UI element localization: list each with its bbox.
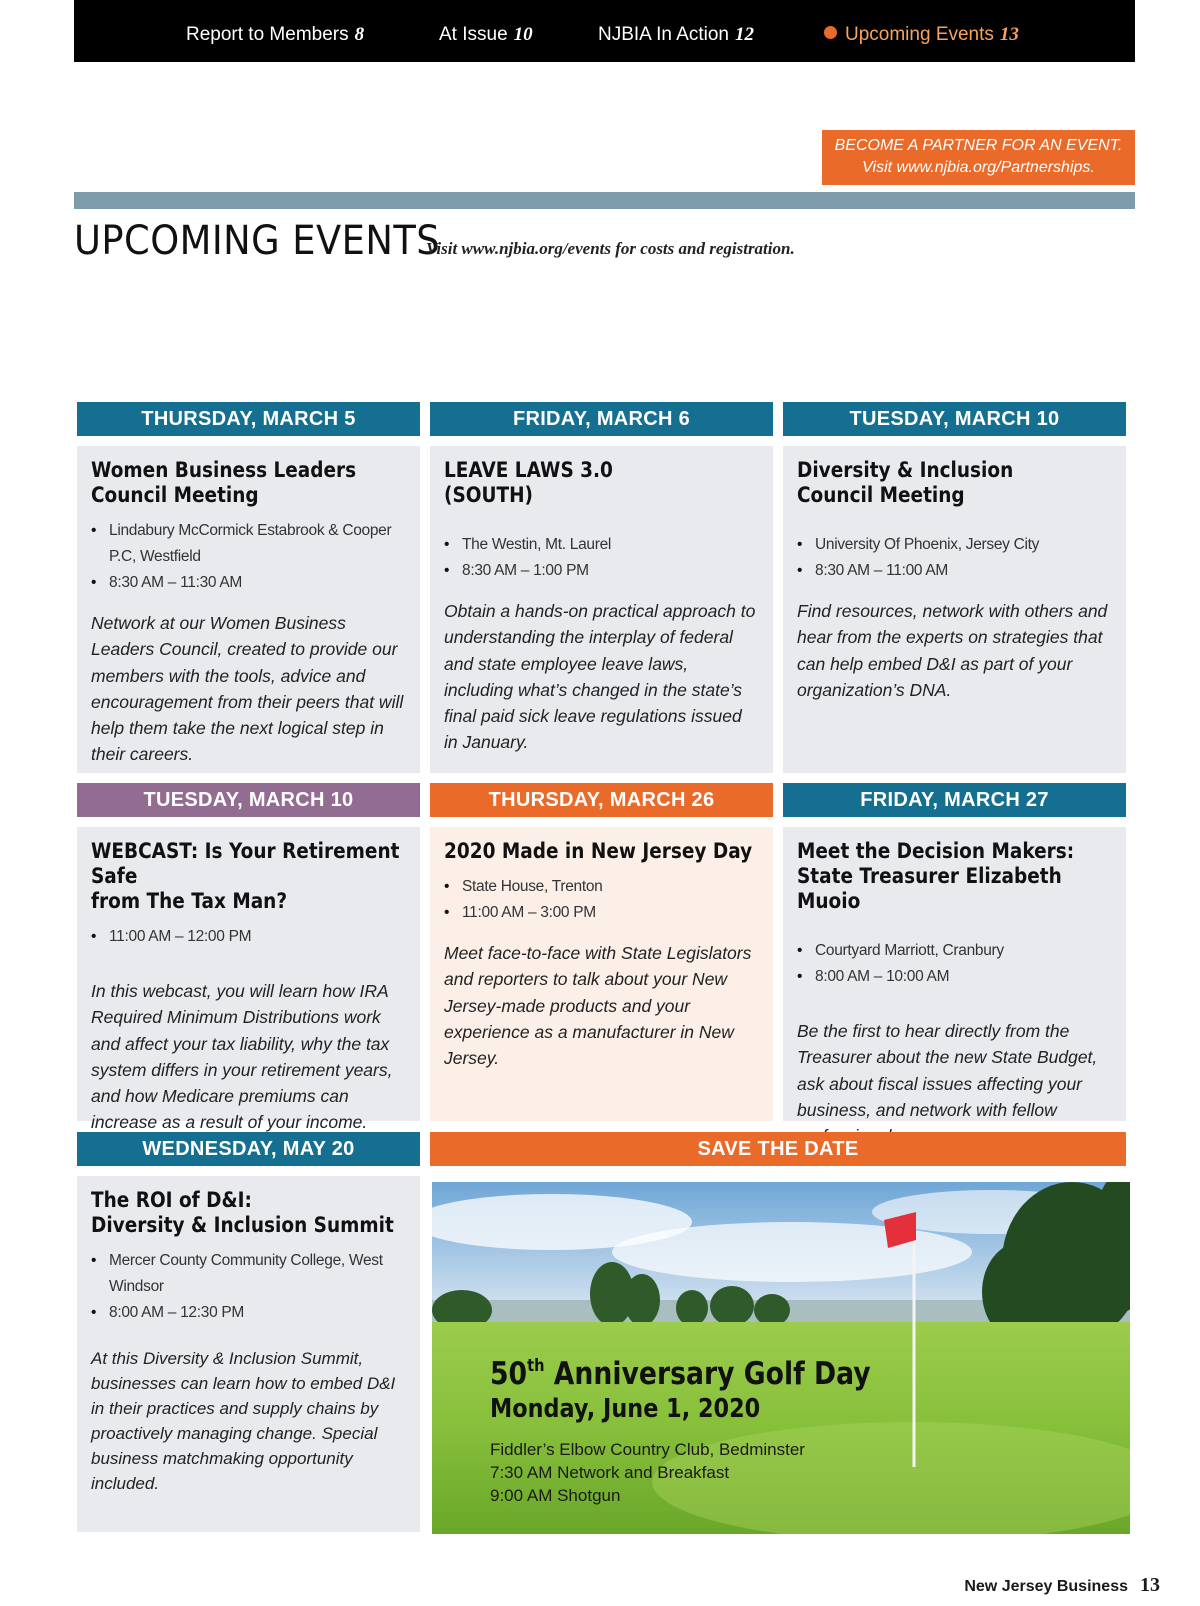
nav-page-number: 12: [734, 24, 754, 45]
event-time: • 8:30 AM – 11:30 AM: [91, 570, 406, 596]
event-card-leave-laws: [430, 446, 773, 773]
event-card-women-business-leaders: [77, 446, 420, 773]
event-location: • Mercer County Community College, West Windsor: [91, 1248, 406, 1300]
event-description: Network at our Women Business Leaders Council, created to provide our members with the tools, advice and encouragement from their peers that will help them take the next logical step in their careers.: [91, 613, 404, 765]
event-details: [91, 518, 406, 596]
event-title-line: 2020 Made in New Jersey Day: [444, 839, 753, 863]
event-title: [444, 458, 760, 508]
golf-day-text: [490, 1356, 933, 1507]
nav-label: At Issue: [439, 24, 508, 45]
event-title-line: Diversity & Inclusion: [797, 458, 1014, 482]
event-time: • 8:00 AM – 12:30 PM: [91, 1300, 406, 1326]
event-description: At this Diversity & Inclusion Summit, businesses can learn how to embed D&I in their practices and supply chains by proactively managing change. Special business matchmaking opportunity included.: [91, 1349, 396, 1493]
golf-breakfast-time: 7:30 AM Network and Breakfast: [490, 1463, 730, 1482]
golf-day-image: [432, 1182, 1130, 1534]
event-date-header: THURSDAY, MARCH 26: [430, 783, 773, 817]
golf-title-superscript: th: [527, 1356, 545, 1376]
publication-name: New Jersey Business: [964, 1578, 1128, 1595]
event-title-line: (SOUTH): [444, 483, 533, 507]
golf-shotgun-time: 9:00 AM Shotgun: [490, 1486, 621, 1505]
event-details: [91, 924, 406, 950]
page-number: 13: [1140, 1574, 1160, 1596]
nav-page-number: 8: [354, 24, 365, 45]
nav-label: Report to Members: [186, 24, 349, 45]
golf-day-details: [490, 1438, 933, 1507]
event-title-line: State Treasurer Elizabeth Muoio: [797, 864, 1062, 913]
event-title: [91, 839, 407, 914]
event-title: [91, 1188, 407, 1238]
event-title-line: Diversity & Inclusion Summit: [91, 1213, 394, 1237]
event-date-header: TUESDAY, MARCH 10: [77, 783, 420, 817]
event-location: • University Of Phoenix, Jersey City: [797, 532, 1112, 558]
event-title-line: WEBCAST: Is Your Retirement Safe: [91, 839, 400, 888]
event-card-made-in-nj-day: [430, 827, 773, 1121]
event-location: • State House, Trenton: [444, 874, 759, 900]
event-location: • Lindabury McCormick Estabrook & Cooper P.C, Westfield: [91, 518, 406, 570]
event-location: • Courtyard Marriott, Cranbury: [797, 938, 1112, 964]
save-the-date-header: SAVE THE DATE: [430, 1132, 1126, 1166]
event-time: • 11:00 AM – 3:00 PM: [444, 900, 759, 926]
top-navigation: [74, 0, 1135, 62]
partner-callout[interactable]: [822, 130, 1135, 185]
event-description: Obtain a hands-on practical approach to understanding the interplay of federal and state employee leave laws, including what’s changed in the state’s final paid sick leave regulations issued in January.: [444, 601, 756, 753]
event-date-header: FRIDAY, MARCH 27: [783, 783, 1126, 817]
nav-item-report-to-members[interactable]: [186, 24, 364, 46]
event-details: [444, 532, 759, 584]
event-title-line: from The Tax Man?: [91, 889, 288, 913]
section-divider: [74, 192, 1135, 209]
event-card-webcast-retirement: [77, 827, 420, 1133]
event-date-header: WEDNESDAY, MAY 20: [77, 1132, 420, 1166]
event-description: Find resources, network with others and hear from the experts on strategies that can help embed D&I as part of your organization’s DNA.: [797, 601, 1108, 700]
event-time: • 11:00 AM – 12:00 PM: [91, 924, 406, 950]
event-card-roi-of-di: [77, 1176, 420, 1532]
event-time: • 8:30 AM – 1:00 PM: [444, 558, 759, 584]
event-title: [91, 458, 407, 508]
event-date-header: THURSDAY, MARCH 5: [77, 402, 420, 436]
golf-location: Fiddler’s Elbow Country Club, Bedminster: [490, 1440, 805, 1459]
event-title-line: Council Meeting: [91, 483, 259, 507]
nav-page-number: 13: [999, 24, 1019, 45]
event-title-line: LEAVE LAWS 3.0: [444, 458, 613, 482]
event-card-decision-makers: [783, 827, 1126, 1121]
event-details: [444, 874, 759, 926]
event-title: [797, 839, 1113, 914]
page-subtitle: Visit www.njbia.org/events for costs and registration.: [426, 239, 795, 258]
page-title: UPCOMING EVENTS: [74, 218, 441, 264]
nav-item-upcoming-events[interactable]: [824, 24, 1019, 46]
golf-title-text: Anniversary Golf Day: [544, 1356, 871, 1392]
event-time: • 8:00 AM – 10:00 AM: [797, 964, 1112, 990]
page-footer: [964, 1574, 1160, 1597]
event-title-line: Meet the Decision Makers:: [797, 839, 1075, 863]
partner-line-2: Visit www.njbia.org/Partnerships.: [862, 159, 1095, 176]
nav-label: NJBIA In Action: [598, 24, 729, 45]
nav-item-at-issue[interactable]: [439, 24, 533, 46]
event-title: [797, 458, 1113, 508]
event-time: • 8:30 AM – 11:00 AM: [797, 558, 1112, 584]
event-title-line: Council Meeting: [797, 483, 965, 507]
event-card-diversity-council: [783, 446, 1126, 773]
golf-day-title: [490, 1356, 871, 1392]
event-date-header: TUESDAY, MARCH 10: [783, 402, 1126, 436]
partner-line-1: BECOME A PARTNER FOR AN EVENT.: [834, 137, 1123, 154]
event-date-header: FRIDAY, MARCH 6: [430, 402, 773, 436]
event-details: [797, 938, 1112, 990]
event-details: [797, 532, 1112, 584]
event-details: [91, 1248, 406, 1326]
nav-page-number: 10: [513, 24, 533, 45]
event-title-line: The ROI of D&I:: [91, 1188, 252, 1212]
event-description: In this webcast, you will learn how IRA Required Minimum Distributions work and affect your tax liability, why the tax system differs in your retirement years, and how Medicare premiums can increase as a result of your income.: [91, 981, 393, 1133]
current-section-dot-icon: [824, 26, 837, 39]
event-title: [444, 839, 760, 864]
golf-day-date: Monday, June 1, 2020: [490, 1394, 761, 1424]
event-location: • The Westin, Mt. Laurel: [444, 532, 759, 558]
nav-label: Upcoming Events: [845, 24, 994, 45]
event-description: Be the first to hear directly from the Treasurer about the new State Budget, ask about fiscal issues affecting your business, and network with fellow: [797, 1021, 1098, 1120]
golf-title-number: 50: [490, 1356, 528, 1392]
event-title-line: Women Business Leaders: [91, 458, 357, 482]
event-description: Meet face-to-face with State Legislators and reporters to talk about your New Jersey-made products and your experience as a manufacturer in New Jersey.: [444, 943, 752, 1069]
nav-item-njbia-in-action[interactable]: [598, 24, 754, 46]
